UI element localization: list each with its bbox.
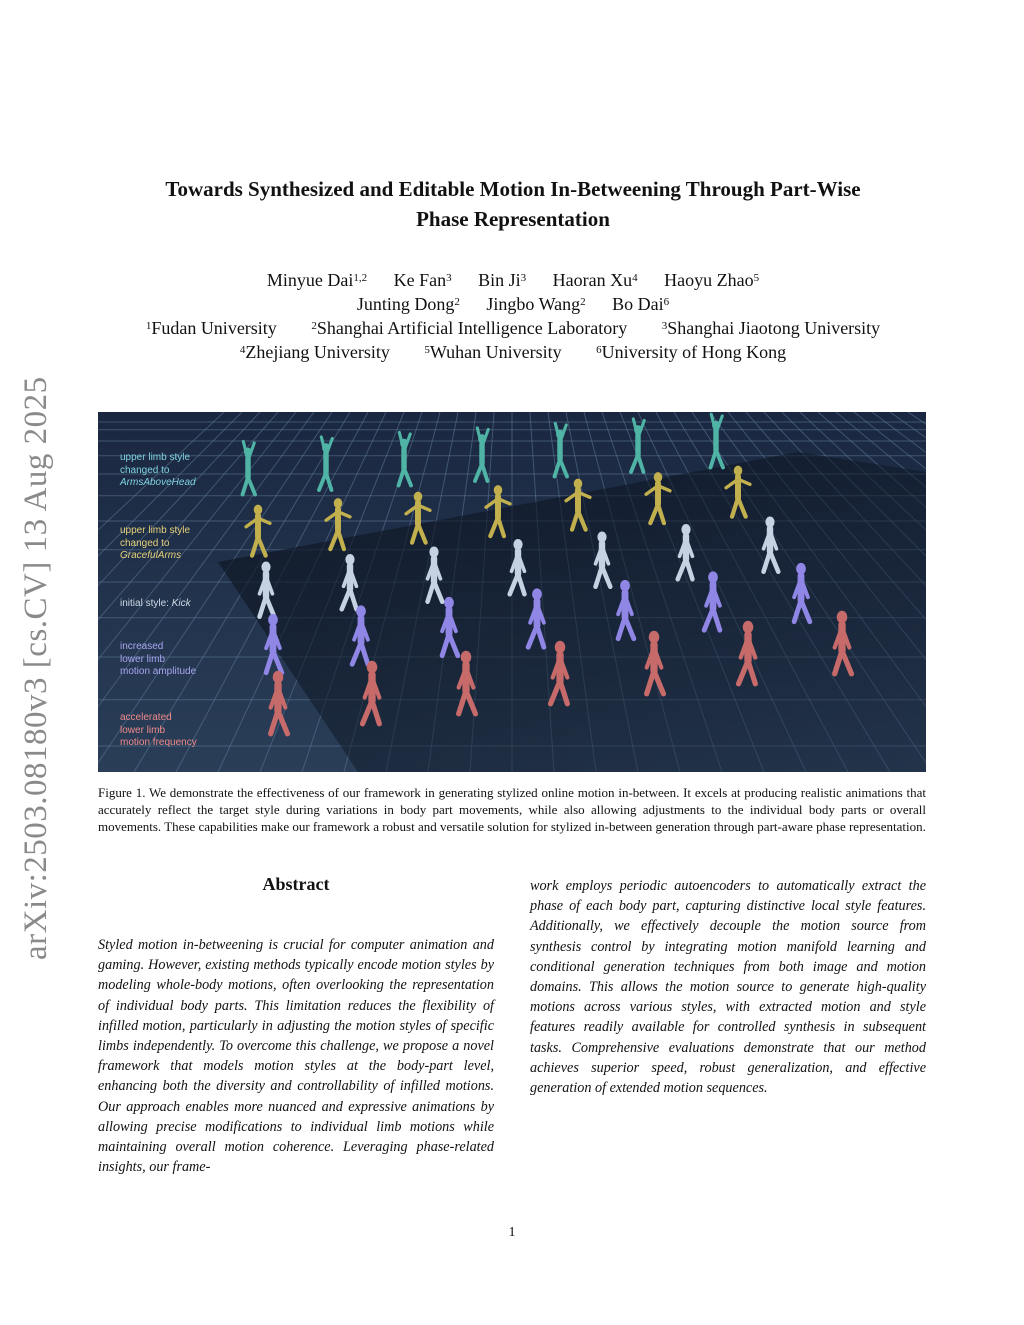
author-name: Haoyu Zhao [664, 270, 754, 290]
affil-number: 3 [661, 320, 668, 332]
figure-label-line: upper limb style [120, 452, 191, 463]
affil-name: University of Hong Kong [601, 342, 787, 362]
title-line-1: Towards Synthesized and Editable Motion In-Betweening Through Part-Wise [165, 177, 861, 201]
affil-number: 1 [145, 320, 152, 332]
figure-label-line: motion frequency [120, 737, 197, 748]
figure-caption: Figure 1. We demonstrate the effectiveness of our framework in generating stylized online motion in-between. It excels at producing realistic animations that accurately reflect the target style during variations in body part movements, while also allowing adjustments to the individual body parts or overall movements. These capabilities make our framework a robust and versatile solution for stylized in-between generation through part-aware phase representation. [98, 785, 926, 834]
affil-name: Fudan University [151, 318, 277, 338]
author-line-2 [100, 292, 926, 316]
affil-number: 2 [311, 320, 317, 332]
author-line-1 [100, 268, 926, 292]
author-name: Bo Dai [612, 294, 664, 314]
author-affil: 3 [446, 272, 452, 284]
abstract-right-column: work employs periodic autoencoders to automatically extract the phase of each body part, capturing distinctive local style features. Additionally, we effectively decouple the motion source from synthesis control by integrating motion manifold learning and conditional generation techniques from both image and motion domains. This allows the motion source to generate high-quality motions across various styles, with extracted motion and style features readily available for controlled synthesis in subsequent tasks. Comprehensive evaluations demonstrate that our method achieves superior speed, robust generalization, and effective generation of extended motion sequences. [530, 878, 926, 1097]
figure-label-line: increased [120, 641, 164, 652]
author-affil: 2 [454, 296, 460, 308]
figure-label-frequency [120, 712, 197, 750]
figure-label-initial-style [120, 598, 191, 611]
author-name: Minyue Dai [266, 270, 354, 290]
author-affil: 3 [520, 272, 527, 284]
figure-label-line: changed to [120, 464, 170, 476]
figure-label-line: upper limb style [120, 525, 191, 536]
affil-number: 5 [424, 344, 430, 356]
figure-label-line: accelerated [120, 712, 172, 723]
title-line-2: Phase Representation [416, 207, 610, 231]
teaser-figure [98, 412, 926, 772]
figure-label-line: lower limb [120, 724, 166, 736]
author-affil: 4 [632, 272, 638, 284]
author-name: Junting Dong [356, 294, 455, 314]
author-block [100, 268, 926, 364]
affil-name: Shanghai Artificial Intelligence Laboratory [316, 318, 628, 338]
affiliation-line-1 [100, 316, 926, 340]
author-affil: 5 [753, 272, 760, 284]
figure-label-style: GracefulArms [120, 550, 182, 561]
figure-label-style: ArmsAboveHead [120, 477, 196, 488]
abstract-left-column: Styled motion in-betweening is crucial for computer animation and gaming. However, existing methods typically encode motion styles by modeling whole-body motions, often overlooking the representation of individual body parts. This limitation reduces the flexibility of infilled motion, particularly in adjusting the motion styles of specific limbs independently. To overcome this challenge, we propose a novel framework that models motion styles at the body-part level, enhancing both the diversity and controllability of infilled motions. Our approach enables more nuanced and expressive animations by allowing precise modifications to individual limb motions while maintaining overall motion coherence. Leveraging phase-related insights, our frame- [98, 937, 494, 1176]
figure-label-line: changed to [120, 537, 170, 549]
figure-label-line: initial style: [120, 598, 172, 609]
abstract-heading: Abstract [262, 874, 330, 894]
author-name: Jingbo Wang [486, 294, 581, 314]
page-number: 1 [508, 1225, 516, 1240]
affil-number: 6 [596, 344, 602, 356]
figure-label-arms-above-head [120, 452, 196, 490]
figure-label-amplitude [120, 641, 196, 679]
affil-name: Shanghai Jiaotong University [667, 318, 881, 338]
affil-name: Zhejiang University [245, 342, 390, 362]
arxiv-identifier: arXiv:2503.08180v3 [cs.CV] 13 Aug 2025 [18, 376, 54, 960]
figure-label-graceful-arms [120, 525, 190, 563]
figure-label-line: motion amplitude [120, 666, 197, 677]
paper-title [100, 174, 926, 234]
author-name: Bin Ji [478, 270, 521, 290]
author-affil: 1,2 [353, 272, 368, 284]
author-name: Ke Fan [393, 270, 447, 290]
figure-label-line: lower limb [120, 653, 166, 665]
affil-number: 4 [239, 344, 246, 356]
affiliation-line-2 [100, 340, 926, 364]
author-name: Haoran Xu [552, 270, 633, 290]
motion-grid-render [98, 412, 926, 772]
affil-name: Wuhan University [429, 342, 562, 362]
author-affil: 6 [663, 296, 670, 308]
author-affil: 2 [580, 296, 586, 308]
figure-label-style: Kick [171, 598, 191, 609]
